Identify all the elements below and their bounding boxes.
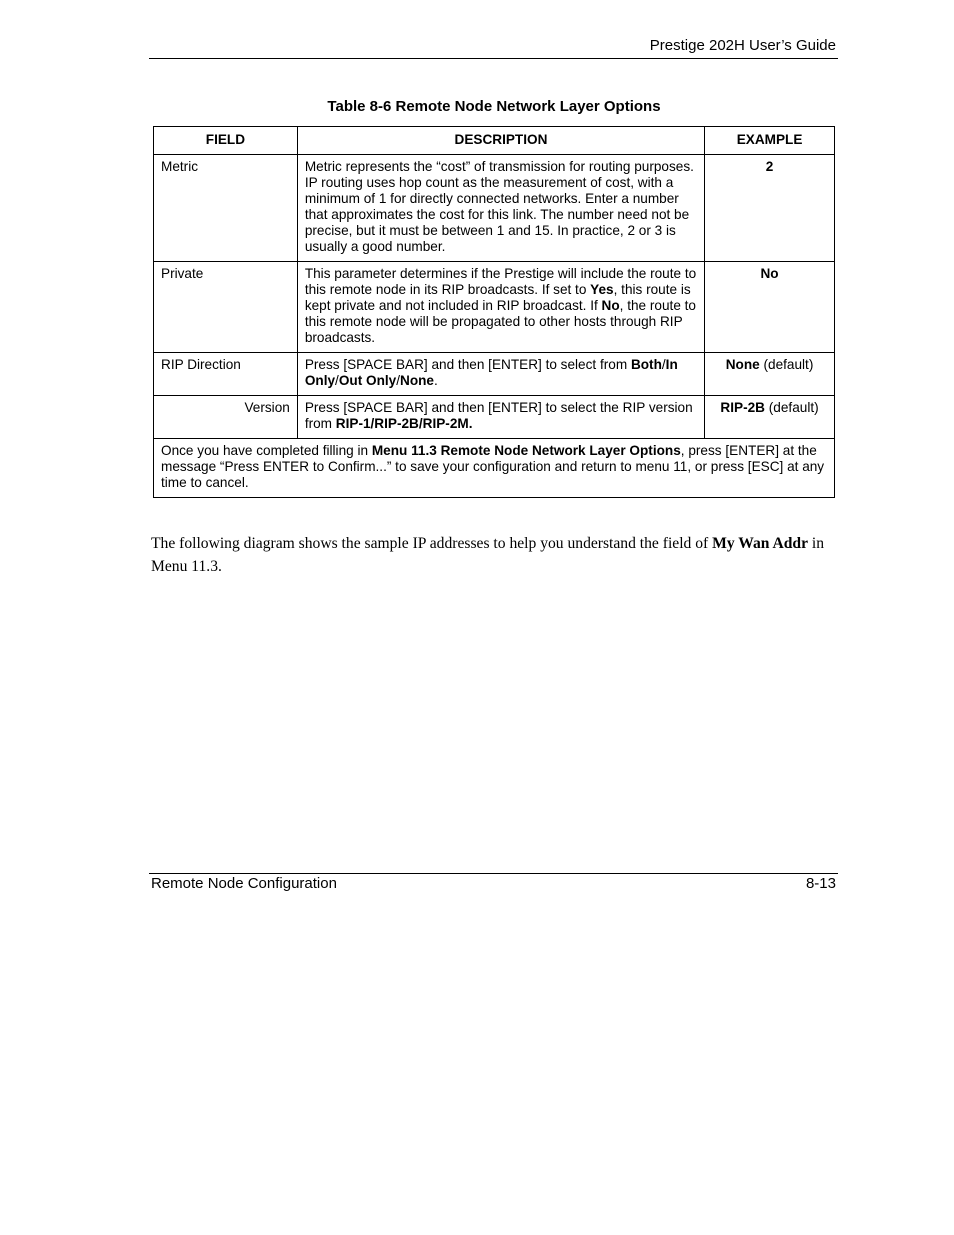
description-bold: RIP-1/RIP-2B/RIP-2M.: [335, 416, 473, 431]
table-note-row: [154, 439, 835, 498]
column-header-description: DESCRIPTION: [297, 127, 704, 155]
description-cell: [297, 262, 704, 353]
paragraph-bold: My Wan Addr: [712, 535, 809, 552]
paragraph-text: in Menu 11.3.: [151, 535, 825, 575]
table-row: [154, 155, 835, 262]
description-cell: [297, 396, 704, 439]
description-text: /: [661, 357, 666, 372]
description-bold: None: [400, 373, 434, 388]
footer-section: Remote Node Configuration: [151, 875, 337, 892]
description-text: This parameter determines if the Prestige will include the route to this remote node in its RIP broadcasts. If set to: [304, 266, 697, 297]
example-note: (default): [759, 357, 814, 372]
example-cell: [705, 353, 835, 396]
footer-rule: [149, 873, 838, 874]
header-rule: [149, 58, 838, 59]
example-cell: [705, 155, 835, 262]
column-header-field: FIELD: [154, 127, 298, 155]
description-bold: Both: [630, 357, 662, 372]
note-bold: Menu 11.3 Remote Node Network Layer Options: [371, 443, 681, 458]
field-cell: RIP Direction: [154, 353, 298, 396]
description-text: .: [433, 373, 438, 388]
table-header-row: [154, 127, 835, 155]
example-value: No: [760, 266, 779, 281]
table-row: [154, 262, 835, 353]
table-row: [154, 396, 835, 439]
body-paragraph: [151, 532, 841, 578]
description-text: , this route is kept private and not included in RIP broadcast. If: [304, 282, 691, 313]
description-cell: [297, 353, 704, 396]
description-text: /: [396, 373, 400, 388]
note-text: Once you have completed filling in: [161, 443, 372, 458]
description-text: /: [335, 373, 339, 388]
paragraph-text: The following diagram shows the sample IP addresses to help you understand the field of: [151, 535, 713, 552]
example-note: (default): [765, 400, 819, 415]
description-text: , the route to this remote node will be propagated to other hosts through RIP broadcasts.: [304, 298, 696, 345]
field-cell: Version: [154, 396, 298, 439]
example-value: 2: [765, 159, 774, 174]
description-bold: No: [601, 298, 620, 313]
example-cell: [705, 262, 835, 353]
field-cell: Private: [154, 262, 298, 353]
description-text: Press [SPACE BAR] and then [ENTER] to select from: [304, 357, 631, 372]
network-layer-options-table: [153, 126, 835, 498]
table-note: [154, 439, 835, 498]
example-cell: [705, 396, 835, 439]
description-text: Press [SPACE BAR] and then [ENTER] to select the RIP version from: [304, 400, 693, 431]
description-bold: In Only: [304, 357, 678, 388]
description-bold: Yes: [590, 282, 614, 297]
page-number: 8-13: [805, 875, 836, 892]
table-caption: Table 8-6 Remote Node Network Layer Options: [327, 98, 661, 115]
column-header-example: EXAMPLE: [705, 127, 835, 155]
description-bold: Out Only: [338, 373, 397, 388]
running-header: Prestige 202H User’s Guide: [649, 37, 836, 54]
note-text: , press [ENTER] at the message “Press ENTER to Confirm...” to save your configuration and return to menu 11, or press [ESC] at any time to cancel.: [161, 443, 825, 490]
field-cell: Metric: [154, 155, 298, 262]
description-cell: Metric represents the “cost” of transmission for routing purposes. IP routing uses hop count as the measurement of cost, with a minimum of 1 for directly connected networks. Enter a number that approximates the cost for this link. The number need not be precise, but it must be between 1 and 15. In practice, 2 or 3 is usually a good number.: [297, 155, 704, 262]
example-value: RIP-2B: [720, 400, 765, 415]
table-row: [154, 353, 835, 396]
example-value: None: [725, 357, 760, 372]
